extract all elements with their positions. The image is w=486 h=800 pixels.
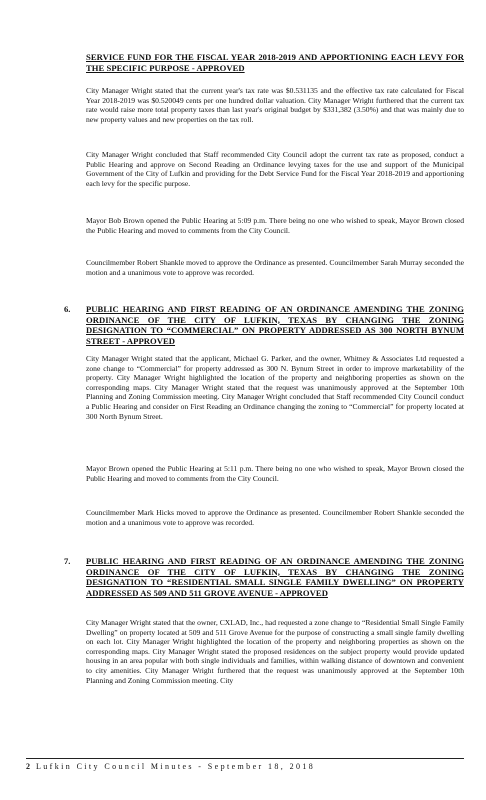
- item-number: 6.: [64, 304, 71, 314]
- paragraph: Mayor Bob Brown opened the Public Hearing at 5:09 p.m. There being no one who wished to speak, Mayor Brown closed the Public Hearing and moved to comments from the City Council.: [86, 216, 464, 235]
- page-footer: [26, 762, 466, 771]
- paragraph: City Manager Wright stated that the owner, CXLAD, Inc., had requested a zone change to “Residential Small Single Family Dwelling” on property located at 509 and 511 Grove Avenue for the purpose of constructing a small single family dwelling on each lot. City Manager Wright highlighted the location of the property and neighboring properties as shown on the corresponding maps. City Manager Wright stated the proposed residences on the subject property would provide updated housing in an area popular with both single individuals and families, within walking distance of downtown and convenient to city amenities. City Manager Wright furthered that the request was unanimously approved at the September 10th Planning and Zoning Commission meeting. City: [86, 618, 464, 685]
- paragraph: Councilmember Mark Hicks moved to approve the Ordinance as presented. Councilmember Robert Shankle seconded the motion and a unanimous vote to approve was recorded.: [86, 508, 464, 527]
- item-heading: PUBLIC HEARING AND FIRST READING OF AN ORDINANCE AMENDING THE ZONING ORDINANCE OF THE CITY OF LUFKIN, TEXAS BY CHANGING THE ZONING DESIGNATION TO “COMMERCIAL” ON PROPERTY ADDRESSED AS 300 NORTH BYNUM STREET - APPROVED: [86, 304, 464, 346]
- section-heading-continued: SERVICE FUND FOR THE FISCAL YEAR 2018-2019 AND APPORTIONING EACH LEVY FOR THE SPECIFIC PURPOSE - APPROVED: [86, 52, 464, 73]
- paragraph: Mayor Brown opened the Public Hearing at 5:11 p.m. There being no one who wished to speak, Mayor Brown closed the Public Hearing and moved to comments from the City Council.: [86, 464, 464, 483]
- footer-text: Lufkin City Council Minutes - September 18, 2018: [36, 762, 316, 771]
- footer-rule: [26, 758, 464, 759]
- paragraph: City Manager Wright concluded that Staff recommended City Council adopt the current tax rate as proposed, conduct a Public Hearing and approve on Second Reading an Ordinance levying taxes for the use and support of the Municipal Government of the City of Lufkin and providing for the Debt Service Fund for the Fiscal Year 2018-2019 and apportioning each levy for the specific purpose.: [86, 150, 464, 188]
- paragraph: Councilmember Robert Shankle moved to approve the Ordinance as presented. Councilmember Sarah Murray seconded the motion and a unanimous vote to approve was recorded.: [86, 258, 464, 277]
- paragraph: City Manager Wright stated that the applicant, Michael G. Parker, and the owner, Whitney & Associates Ltd requested a zone change to “Commercial” for property addressed as 300 N. Bynum Street in order to improve marketability of the property. City Manager Wright highlighted the location of the property and neighboring properties as shown on the corresponding maps. City Manager Wright stated that the request was unanimously approved at the September 10th Planning and Zoning Commission meeting. City Manager Wright concluded that Staff recommended City Council conduct a Public Hearing and consider on First Reading an Ordinance changing the zoning to “Commercial” for property located at 300 North Bynum Street.: [86, 354, 464, 421]
- paragraph: City Manager Wright stated that the current year's tax rate was $0.531135 and the effective tax rate calculated for Fiscal Year 2018-2019 was $0.520049 cents per one hundred dollar valuation. City Manager Wright furthered that the current tax rate would raise more total property taxes than last year's original budget by $331,382 (3.50%) and that was mainly due to new property values and new properties on the tax roll.: [86, 86, 464, 124]
- item-number: 7.: [64, 556, 71, 566]
- item-heading: PUBLIC HEARING AND FIRST READING OF AN ORDINANCE AMENDING THE ZONING ORDINANCE OF THE CITY OF LUFKIN, TEXAS BY CHANGING THE ZONING DESIGNATION TO “RESIDENTIAL SMALL SINGLE FAMILY DWELLING” ON PROPERTY ADDRESSED AS 509 AND 511 GROVE AVENUE - APPROVED: [86, 556, 464, 598]
- page-number: 2: [26, 762, 30, 771]
